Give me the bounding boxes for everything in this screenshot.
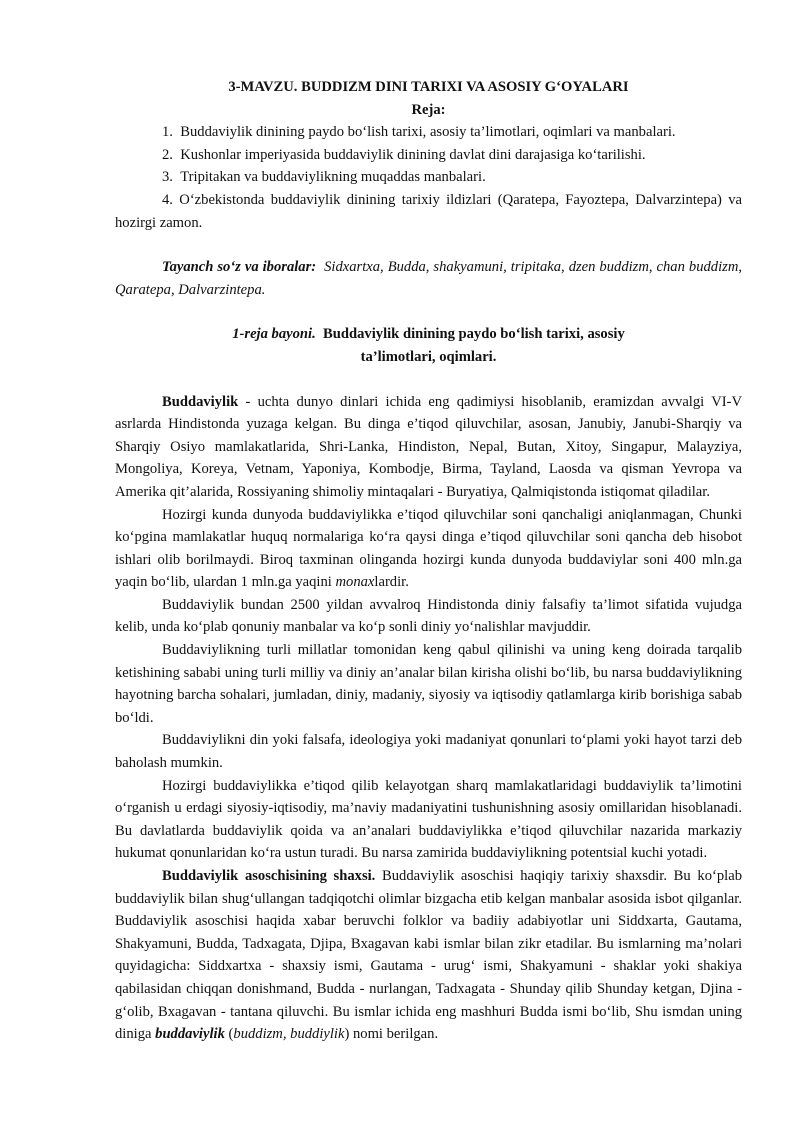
plan-heading: Reja: (411, 101, 446, 118)
paragraph: Buddaviylik - uchta dunyo dinlari ichida eng qadimiysi hisoblanib, eramizdan avvalgi VI-V asrlarda Hindistonda yuzaga kelgan. Bu dinga e’tiqod qiluvchilar, asosan, Janubiy, Janubi-Sharqiy va Sharqiy Osiyo mamlakatlarida, Shri-Lanka, Hindiston, Nepal, Butan, Xitoy, Singapur, Malayziya, Mongoliya, Koreya, Vetnam, Yaponiya, Kombodje, Birma, Tayland, Laosda va qisman Yevropa va Amerika qit’alarida, Rossiyaning shimoliy mintaqalari - Buryatiya, Qalmiqistonda istiqomat qiladilar. (115, 393, 742, 500)
plan-list (115, 121, 742, 234)
section-label: 1-reja bayoni. (232, 326, 316, 343)
document-page (115, 76, 742, 1046)
paragraph: Buddaviylikning turli millatlar tomonidan keng qabul qilinishi va uning keng doirada tarqalib ketishining sababi uning turli milliy va diniy an’analar bilan kirisha olishi bo‘lib, bu narsa buddaviylikning hayotning barcha sohalari, jumladan, diniy, madaniy, siyosiy va iqtisodiy qatlamlarga kirib borishiga sabab bo‘ldi. (115, 642, 742, 726)
page-title: 3-MAVZU. BUDDIZM DINI TARIXI VA ASOSIY G‘OYALARI (228, 79, 629, 95)
paragraph: Buddaviylikni din yoki falsafa, ideologiya yoki madaniyat qonunlari to‘plami yoki hayot tarzi deb baholash mumkin. (115, 732, 742, 772)
plan-item: 1. Buddaviylik dinining paydo bo‘lish tarixi, asosiy ta’limotlari, oqimlari va manbalari. (162, 124, 676, 141)
keywords-label: Tayanch so‘z va iboralar: (162, 259, 317, 276)
section-title: 1-reja bayoni. Buddaviylik dinining paydo bo‘lish tarixi, asosiy ta’limotlari, oqimlari. (232, 326, 625, 365)
keywords-text: Sidxartxa, Budda, shakyamuni, tripitaka, dzen buddizm, chan buddizm, Qaratepa, Dalvarzintepa. (115, 259, 743, 298)
plan-item: 4. O‘zbekistonda buddaviylik dinining tarixiy ildizlari (Qaratepa, Fayoztepa, Dalvarzintepa) va hozirgi zamon. (115, 191, 743, 231)
paragraph: Hozirgi kunda dunyoda buddaviylikka e’tiqod qiluvchilar soni qanchaligi aniqlanmagan, Chunki ko‘pgina mamlakatlar huquq normalariga ko‘ra qaysi dinga e’tiqod qiluvchilar soni qancha deb hisobot ishlari olib borilmaydi. Biroq taxminan olinganda hozirgi kunda dunyoda buddaviylar soni 400 mln.ga yaqin bo‘lib, ulardan 1 mln.ga yaqini monaxlardir. (115, 506, 742, 591)
paragraph: Buddaviylik asoschisining shaxsi. Buddaviylik asoschisi haqiqiy tarixiy shaxsdir. Bu ko‘plab buddaviylik bilan shug‘ullangan tadqiqotchi olimlar bizgacha etib kelgan manbalar asosida isbot qilganlar. Buddaviylik asoschisi haqida xabar beruvchi folklor va badiiy adabiyotlar uni Siddxarta, Gautama, Shakyamuni, Budda, Tadxagata, Djipa, Bxagavan kabi ismlar bilan zikr etadilar. Bu ismlarning ma’nolari quyidagicha: Siddxartxa - shaxsiy ismi, Gautama - urug‘ ismi, Shakyamuni - shaklar yoki shakiya qabilasidan chiqqan donishmand, Budda - nurlangan, Tadxagata - Shunday qilib Shunday ketgan, Djina - g‘olib, Bxagavan - tantana qiluvchi. Bu ismlar ichida eng mashhuri Budda ismi bo‘lib, Shu ismdan uning diniga buddaviylik (buddizm, buddiylik) nomi berilgan. (115, 868, 742, 1043)
paragraph: Buddaviylik bundan 2500 yildan avvalroq Hindistonda diniy falsafiy ta’limot sifatida vujudga kelib, unda ko‘plab qonuniy manbalar va ko‘p sonli diniy yo‘nalishlar mavjuddir. (115, 596, 742, 636)
plan-item: 2. Kushonlar imperiyasida buddaviylik dinining davlat dini darajasiga ko‘tarilishi. (162, 146, 646, 163)
paragraph: Hozirgi buddaviylikka e’tiqod qilib kelayotgan sharq mamlakatlaridagi buddaviylik ta’limotini o‘rganish u erdagi siyosiy-iqtisodiy, ma’naviy madaniyatini tushunishning asosiy omillaridan hisoblanadi. Bu davlatlarda buddaviylik qoida va an’analari buddaviylikka e’tiqod qiluvchilar nazarida markaziy hukumat qonunlaridan ko‘ra ustun turadi. Bu narsa zamirida buddaviylikning potentsial kuchi yotadi. (115, 777, 742, 862)
keywords-paragraph (115, 256, 742, 301)
plan-item: 3. Tripitakan va buddaviylikning muqaddas manbalari. (162, 169, 486, 186)
